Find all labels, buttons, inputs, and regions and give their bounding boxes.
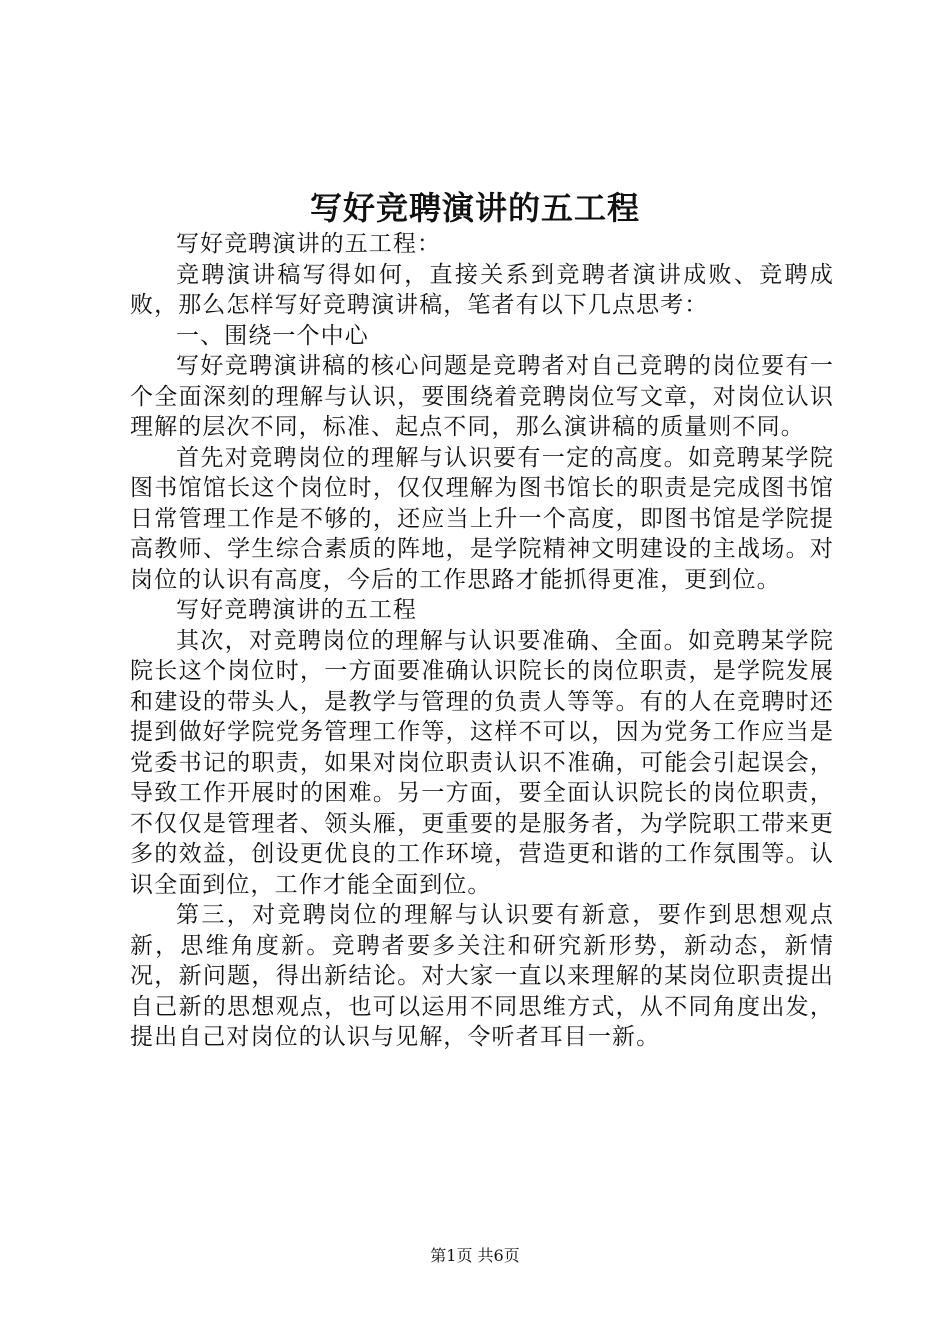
paragraph-repeated-title: 写好竞聘演讲的五工程 (176, 597, 417, 623)
paragraph-accuracy: 其次，对竞聘岗位的理解与认识要准确、全面。如竞聘某学院院长这个岗位时，一方面要准确认识院长的岗位职责，是学院发展和建设的带头人，是教学与管理的负责人等等。有的人在竞聘时还提到做好学院党务管理工作等，这样不可以，因为党务工作应当是党委书记的职责，如果对岗位职责认识不准确，可能会引起误会，导致工作开展时的困难。另一方面，要全面认识院长的岗位职责，不仅仅是管理者、领头雁，更重要的是服务者，为学院职工带来更多的效益，创设更优良的工作环境，营造更和谐的工作氛围等。认识全面到位，工作才能全面到位。 (130, 627, 834, 898)
section-heading-center: 一、围绕一个中心 (176, 322, 369, 349)
paragraph-core-issue: 写好竞聘演讲稿的核心问题是竞聘者对自己竞聘的岗位要有一个全面深刻的理解与认识，要围绕着竞聘岗位写文章，对岗位认识理解的层次不同，标准、起点不同，那么演讲稿的质量则不同。 (130, 353, 834, 440)
paragraph-overview: 竞聘演讲稿写得如何，直接关系到竞聘者演讲成败、竞聘成败，那么怎样写好竞聘演讲稿，笔者有以下几点思考： (130, 261, 834, 318)
paragraph-intro: 写好竞聘演讲的五工程： (176, 231, 442, 257)
paragraph-novelty: 第三，对竞聘岗位的理解与认识要有新意，要作到思想观点新，思维角度新。竞聘者要多关注和研究新形势，新动态，新情况，新问题，得出新结论。对大家一直以来理解的某岗位职责提出自己新的思想观点，也可以运用不同思维方式，从不同角度出发，提出自己对岗位的认识与见解，令听者耳目一新。 (130, 902, 834, 1050)
document-body (130, 229, 834, 1053)
document-title: 写好竞聘演讲的五工程 (309, 189, 640, 227)
paragraph-height: 首先对竞聘岗位的理解与认识要有一定的高度。如竞聘某学院图书馆馆长这个岗位时，仅仅理解为图书馆长的职责是完成图书馆日常管理工作是不够的，还应当上升一个高度，即图书馆是学院提高教师、学生综合素质的阵地，是学院精神文明建设的主战场。对岗位的认识有高度，今后的工作思路才能抓得更准，更到位。 (130, 444, 834, 593)
page-footer: 第1页 共6页 (430, 1246, 520, 1265)
